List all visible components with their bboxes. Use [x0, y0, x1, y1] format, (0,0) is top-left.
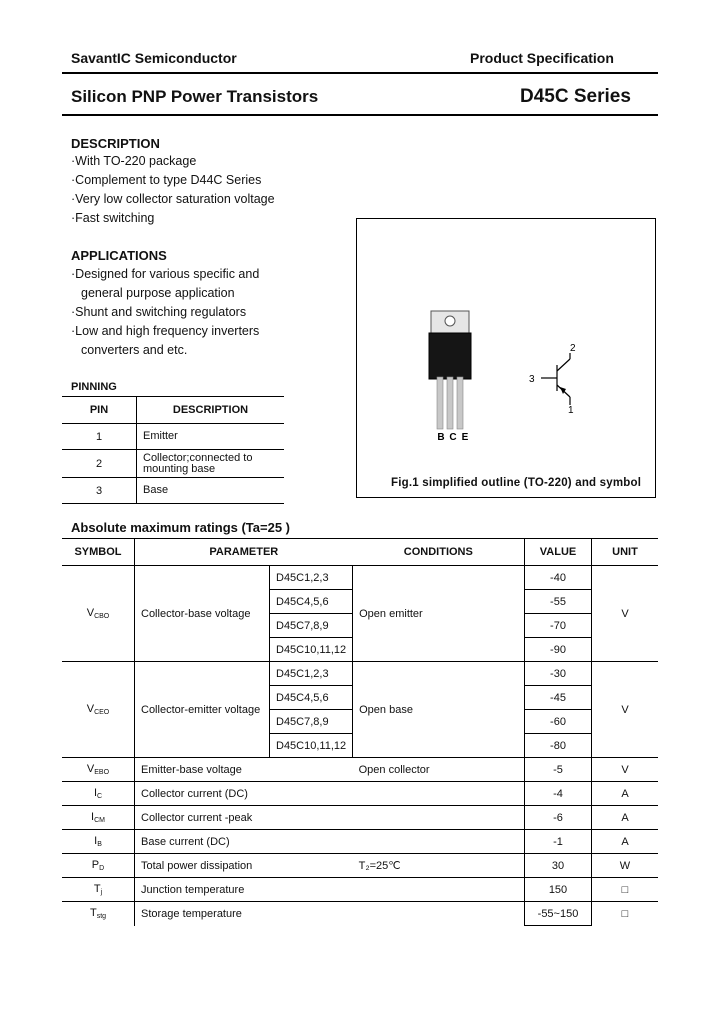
parameter-cell: Storage temperature [141, 907, 242, 920]
unit-cell: A [592, 830, 659, 854]
value-cell: -1 [525, 830, 592, 854]
unit-cell: □ [592, 878, 659, 902]
condition-cell: Open base [353, 662, 525, 758]
condition-cell: T₂=25℃ [353, 854, 525, 878]
condition-cell [353, 902, 525, 926]
table-row [62, 854, 658, 878]
table-row [62, 424, 284, 450]
symbol-cell: VCEO [62, 662, 135, 758]
value-cell: 150 [525, 878, 592, 902]
pin-col-header: PIN [62, 397, 137, 424]
symbol-pin-1: 1 [568, 405, 574, 416]
value-cell: -40 [525, 566, 592, 590]
table-row [62, 758, 658, 782]
description-list [71, 152, 275, 228]
list-item: ·Complement to type D44C Series [71, 173, 262, 187]
symbol-pin-3: 3 [529, 374, 535, 385]
unit-cell: V [592, 758, 659, 782]
value-cell: -45 [525, 686, 592, 710]
value-cell: -70 [525, 614, 592, 638]
pin-desc: Collector;connected to mounting base [137, 450, 285, 478]
symbol-cell: VEBO [62, 758, 135, 782]
value-header: VALUE [525, 539, 592, 566]
value-cell: -5 [525, 758, 592, 782]
unit-cell: V [592, 662, 659, 758]
value-cell: -4 [525, 782, 592, 806]
table-row [62, 806, 658, 830]
figure-box [356, 218, 656, 498]
pin-desc: Emitter [137, 424, 285, 450]
value-cell: -30 [525, 662, 592, 686]
symbol-cell: IC [62, 782, 135, 806]
unit-cell: □ [621, 907, 629, 920]
list-item: ·Very low collector saturation voltage [71, 192, 275, 206]
conditions-header: CONDITIONS [353, 539, 525, 566]
list-item: general purpose application [81, 286, 235, 300]
symbol-cell: IB [62, 830, 135, 854]
list-item: converters and etc. [81, 343, 188, 357]
list-item: ·Shunt and switching regulators [71, 305, 247, 319]
company-name: SavantIC Semiconductor [71, 50, 237, 66]
table-row [62, 662, 658, 686]
list-item: ·Fast switching [71, 211, 155, 225]
applications-list [71, 265, 259, 360]
pin-number: 3 [62, 478, 137, 504]
pkg-label-e: E [461, 432, 469, 443]
series-title: D45C Series [520, 86, 631, 107]
value-cell: -55 [525, 590, 592, 614]
parameter-cell: Base current (DC) [135, 830, 353, 854]
type-cell: D45C7,8,9 [270, 614, 353, 638]
condition-cell [353, 806, 525, 830]
type-cell: D45C10,11,12 [270, 638, 353, 662]
value-cell: -90 [525, 638, 592, 662]
doc-type: Product Specification [470, 50, 614, 66]
table-row [62, 830, 658, 854]
symbol-cell: PD [62, 854, 135, 878]
description-heading: DESCRIPTION [71, 136, 160, 151]
table-row [62, 450, 284, 478]
table-row [62, 566, 658, 590]
type-cell: D45C1,2,3 [270, 662, 353, 686]
desc-col-header: DESCRIPTION [137, 397, 285, 424]
value-cell: 30 [525, 854, 592, 878]
unit-cell: V [592, 566, 659, 662]
parameter-cell: Emitter-base voltage [135, 758, 353, 782]
unit-cell: A [592, 782, 659, 806]
to220-figure [357, 219, 657, 499]
list-item: ·Designed for various specific and [71, 267, 260, 281]
unit-cell: W [592, 854, 659, 878]
list-item: ·With TO-220 package [71, 154, 197, 168]
table-row [62, 782, 658, 806]
pinning-heading: PINNING [71, 381, 117, 393]
parameter-header: PARAMETER [135, 539, 353, 566]
pnp-transistor-symbol-icon [541, 353, 570, 405]
table-row [62, 878, 658, 902]
parameter-cell: Collector current (DC) [135, 782, 353, 806]
pkg-label-c: C [449, 432, 457, 443]
condition-cell: Open collector [353, 758, 525, 782]
pin-desc: Base [137, 478, 285, 504]
value-cell: -80 [525, 734, 592, 758]
table-row [62, 902, 658, 926]
applications-heading: APPLICATIONS [71, 248, 167, 263]
type-cell: D45C7,8,9 [270, 710, 353, 734]
header-rule [62, 72, 658, 74]
unit-header: UNIT [592, 539, 659, 566]
condition-cell: Open emitter [353, 566, 525, 662]
symbol-pin-2: 2 [570, 343, 576, 354]
ratings-table [62, 538, 658, 926]
condition-cell [353, 878, 525, 902]
ratings-title: Absolute maximum ratings (Ta=25 ) [71, 520, 291, 535]
to220-package-icon [429, 311, 471, 429]
parameter-cell: Junction temperature [135, 878, 353, 902]
symbol-cell: Tj [62, 878, 135, 902]
type-cell: D45C4,5,6 [270, 686, 353, 710]
table-row [62, 478, 284, 504]
figure-caption: Fig.1 simplified outline (TO-220) and symbol [391, 477, 642, 489]
type-cell: D45C4,5,6 [270, 590, 353, 614]
type-cell: D45C1,2,3 [270, 566, 353, 590]
symbol-cell: Tstg [62, 902, 135, 926]
symbol-cell: VCBO [62, 566, 135, 662]
unit-cell: A [592, 806, 659, 830]
value-cell: -60 [525, 710, 592, 734]
value-cell: -6 [525, 806, 592, 830]
condition-cell [353, 830, 525, 854]
parameter-cell: Collector-emitter voltage [135, 662, 270, 758]
pin-number: 2 [62, 450, 137, 478]
pinning-table [62, 396, 284, 504]
parameter-cell: Collector-base voltage [135, 566, 270, 662]
parameter-cell: Collector current -peak [135, 806, 353, 830]
symbol-cell: ICM [62, 806, 135, 830]
pin-number: 1 [62, 424, 137, 450]
page-title: Silicon PNP Power Transistors [71, 87, 319, 106]
title-rule [62, 114, 658, 116]
condition-cell [353, 782, 525, 806]
pkg-label-b: B [437, 432, 445, 443]
symbol-header: SYMBOL [62, 539, 135, 566]
value-cell: -55~150 [525, 902, 592, 926]
list-item: ·Low and high frequency inverters [71, 324, 260, 338]
parameter-cell: Total power dissipation [135, 854, 353, 878]
type-cell: D45C10,11,12 [270, 734, 353, 758]
